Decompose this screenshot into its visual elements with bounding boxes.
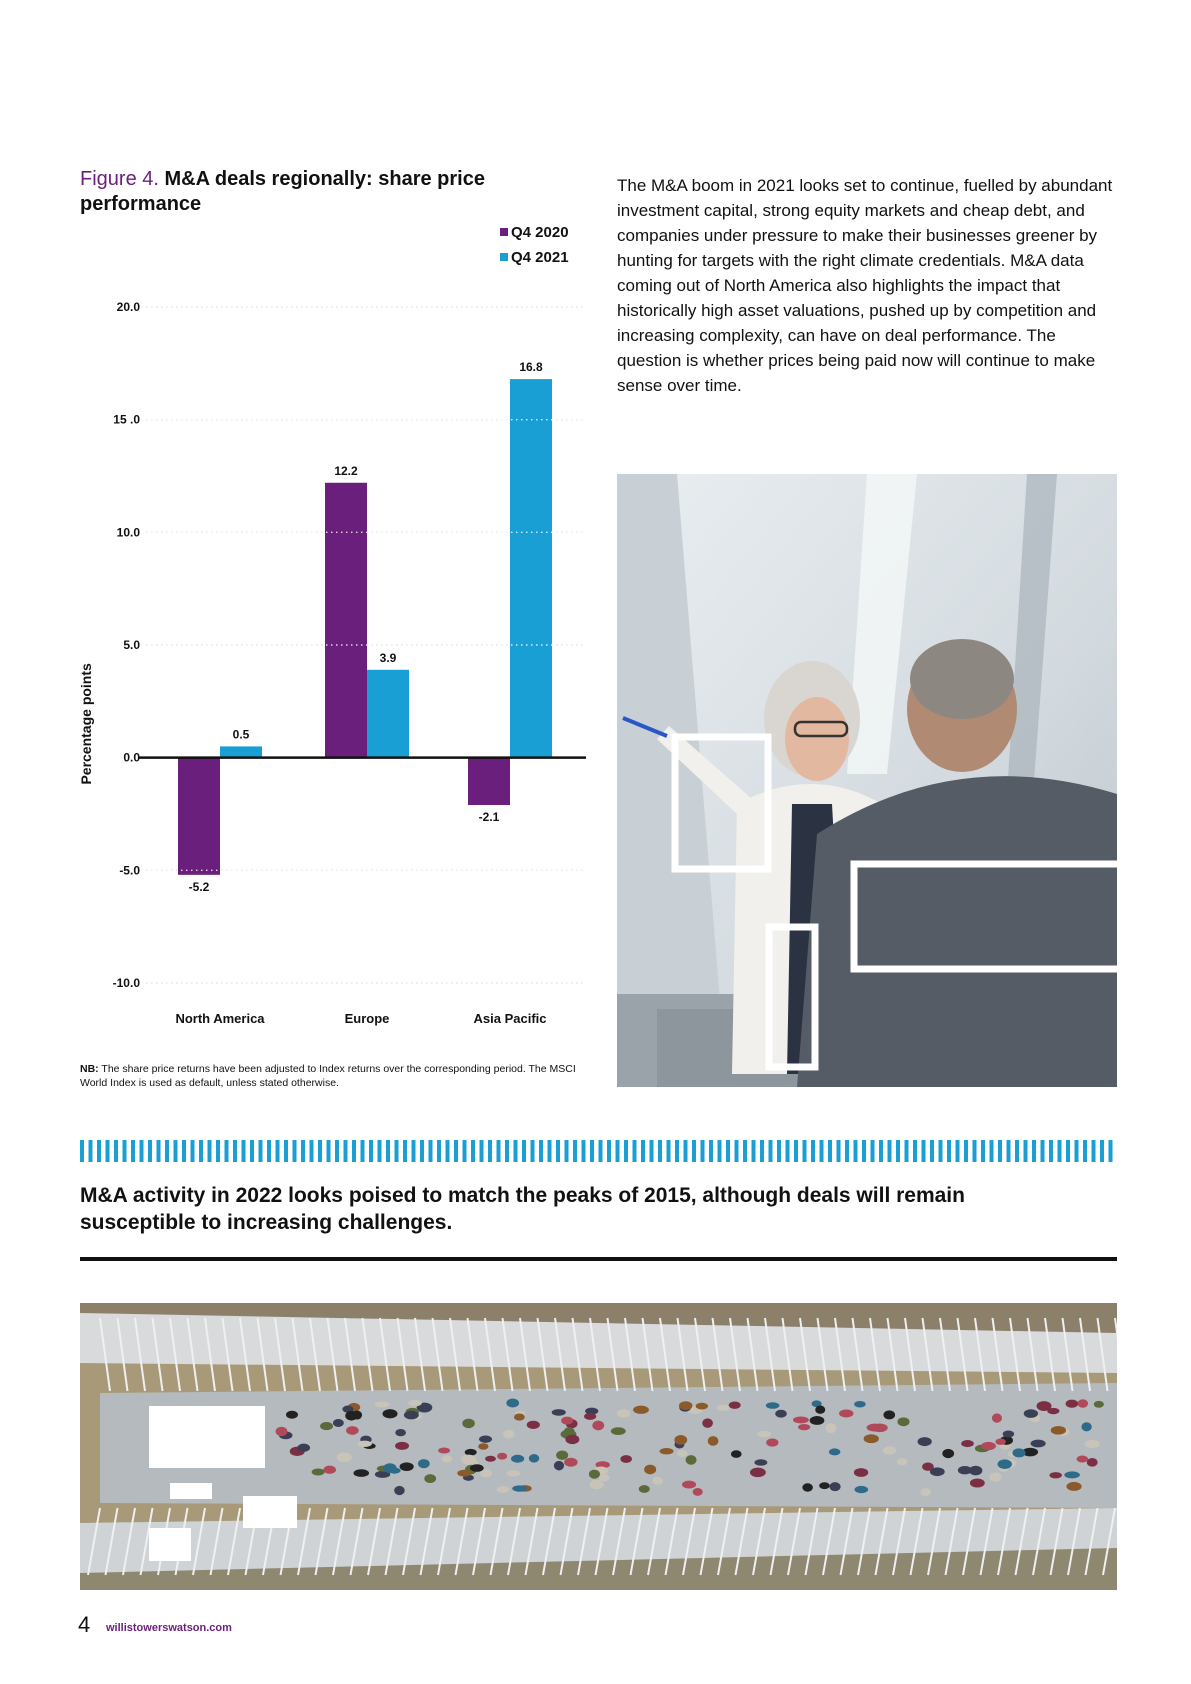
data-label: 3.9 (379, 650, 397, 665)
legend-label: Q4 2021 (511, 249, 569, 266)
note-text: The share price returns have been adjusted to Index returns over the corresponding period. The MSCI World Index is used as default, unless stated otherwise. (80, 1063, 576, 1089)
y-tick-label: -5.0 (119, 863, 140, 878)
figure-title (80, 167, 510, 217)
bar-q4-2020 (178, 758, 220, 875)
y-tick-label: 0.0 (123, 750, 140, 765)
chart-legend (500, 224, 569, 266)
x-category-label: Europe (344, 1011, 390, 1026)
y-tick-label: 5.0 (123, 638, 140, 652)
x-category-label: North America (175, 1011, 265, 1026)
divider-rule (80, 1257, 1117, 1261)
y-tick-label: -10.0 (112, 976, 140, 990)
note-prefix: NB: (80, 1063, 99, 1075)
legend-swatch (500, 228, 508, 236)
bar-q4-2021 (220, 746, 262, 757)
y-tick-label: 10.0 (116, 525, 140, 540)
data-label: 12.2 (334, 463, 358, 478)
pull-quote: M&A activity in 2022 looks poised to match the peaks of 2015, although deals will remain susceptible to increasing challenges. (80, 1184, 965, 1234)
body-paragraph: The M&A boom in 2021 looks set to continue, fuelled by abundant investment capital, strong equity markets and cheap debt, and companies under pressure to make their businesses greener by hunting for targets with the right climate credentials. M&A data coming out of North America also highlights the impact that historically high asset valuations, pushed up by competition and increasing complexity, can have on deal performance. The question is whether prices being paid now will continue to make sense over time. (617, 176, 1113, 395)
legend-label: Q4 2020 (511, 224, 569, 241)
striped-divider (80, 1140, 1117, 1162)
data-label: 16.8 (519, 360, 543, 375)
bridge-crowd-photo (80, 1303, 1117, 1590)
office-meeting-photo (617, 474, 1117, 1087)
legend-swatch (500, 253, 508, 261)
data-label: -5.2 (188, 879, 210, 894)
y-tick-label: 15 .0 (113, 412, 140, 427)
page-number: 4 (78, 1612, 91, 1637)
x-category-label: Asia Pacific (473, 1011, 547, 1026)
chart-note (80, 1062, 600, 1090)
bar-q4-2020 (468, 758, 510, 805)
figure-title-text: M&A deals regionally: share price performance (80, 168, 485, 215)
chart-labels (78, 300, 547, 1026)
y-tick-label: 20.0 (116, 300, 140, 314)
bar-q4-2021 (367, 670, 409, 758)
website-link[interactable]: willistowerswatson.com (106, 1622, 232, 1634)
y-axis-label: Percentage points (78, 663, 94, 785)
bar-q4-2020 (325, 483, 367, 758)
bar-chart (76, 215, 596, 1035)
bar-q4-2021 (510, 379, 552, 758)
figure-label: Figure 4. (80, 168, 159, 190)
data-label: -2.1 (478, 809, 500, 824)
data-label: 0.5 (232, 727, 250, 742)
